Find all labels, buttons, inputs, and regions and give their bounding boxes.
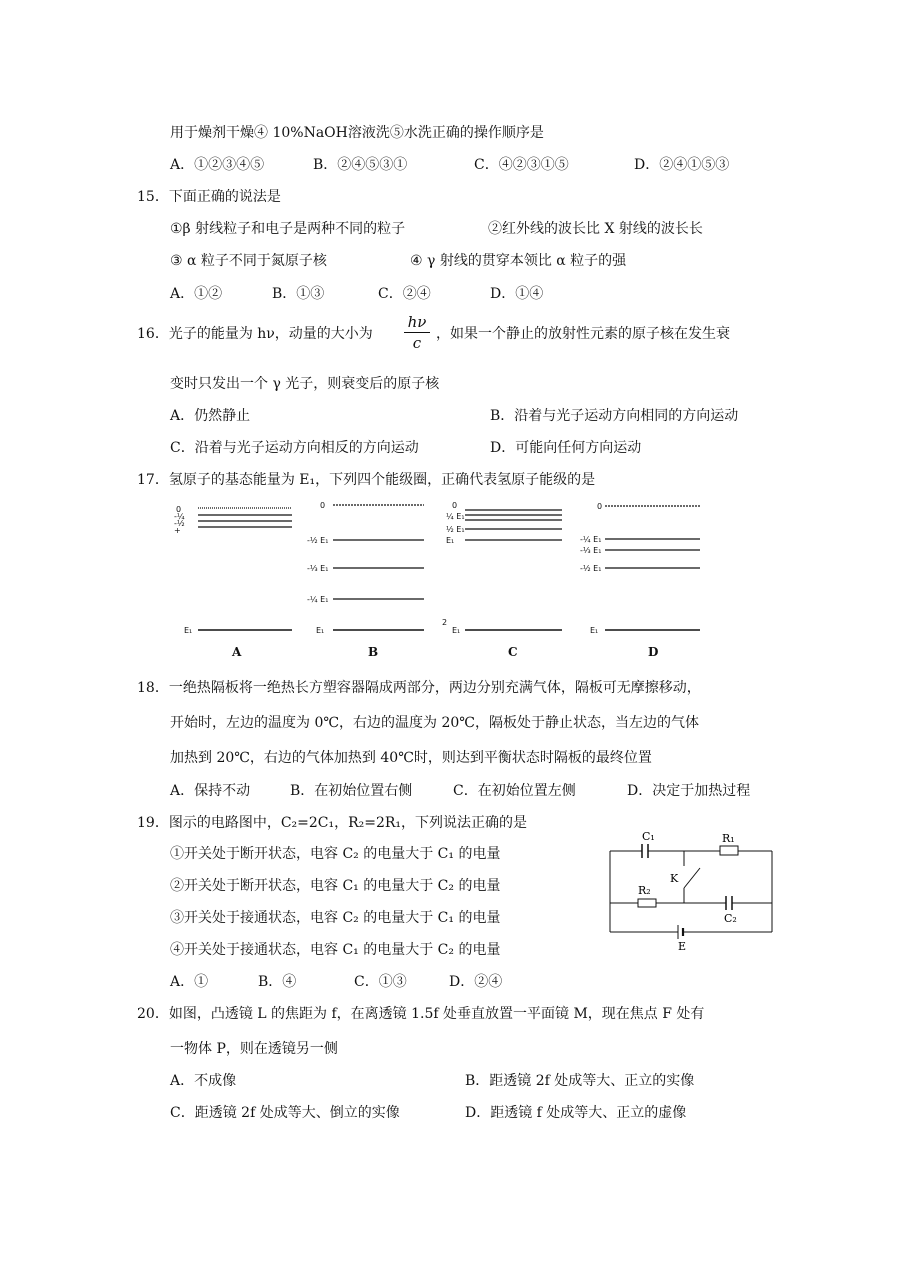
q16-option-b: B．沿着与光子运动方向相同的方向运动: [490, 408, 739, 424]
q19-statement-4: ④开关处于接通状态，电容 C₁ 的电量大于 C₂ 的电量: [170, 942, 501, 958]
diagram-b: [307, 501, 424, 659]
q14-line: 用于燥剂干燥④ 10%NaOH溶液洗⑤水洗正确的操作顺序是: [170, 125, 544, 141]
diagram-d: [580, 502, 700, 659]
fraction-denominator: c: [412, 334, 422, 352]
q16-stem-a: 16．光子的能量为 hν，动量的大小为: [137, 326, 373, 342]
svg-text:-¼ E₁: -¼ E₁: [580, 535, 602, 544]
q20-line-2: 一物体 P，则在透镜另一侧: [170, 1041, 338, 1057]
svg-text:-½ E₁: -½ E₁: [307, 536, 329, 545]
q18-line-2: 开始时，左边的温度为 0℃，右边的温度为 20℃，隔板处于静止状态，当左边的气体: [170, 715, 699, 731]
c1-label: C₁: [642, 830, 655, 843]
q19-statement-1: ①开关处于断开状态，电容 C₂ 的电量大于 C₁ 的电量: [170, 846, 501, 862]
caption-d: D: [648, 645, 659, 659]
svg-text:2: 2: [442, 618, 448, 627]
q15-option-d: D．①④: [490, 286, 544, 302]
q16-stem-c: 变时只发出一个 γ 光子，则衰变后的原子核: [170, 376, 440, 392]
q18-option-d: D．决定于加热过程: [627, 783, 751, 799]
switch-k: [684, 868, 700, 888]
k-label: K: [670, 872, 679, 885]
svg-text:-¼ E₁: -¼ E₁: [307, 595, 329, 604]
q20-option-a: A．不成像: [170, 1073, 237, 1089]
q14-option-b: B．②④⑤③①: [313, 157, 408, 173]
q15-option-b: B．①③: [272, 286, 325, 302]
svg-text:0: 0: [452, 501, 458, 510]
q20-option-d: D．距透镜 f 处成等大、正立的虚像: [465, 1105, 687, 1121]
q16-option-d: D．可能向任何方向运动: [490, 440, 642, 456]
caption-a: A: [232, 645, 242, 659]
r1-resistor: [720, 846, 738, 855]
q16-stem-b: ，如果一个静止的放射性元素的原子核在发生衰: [436, 326, 730, 342]
diagram-c: [442, 501, 562, 659]
svg-text:E₁: E₁: [590, 626, 599, 635]
caption-b: B: [368, 645, 379, 659]
circuit-diagram: [602, 826, 782, 956]
q14-option-a: A．①②③④⑤: [170, 157, 265, 173]
r2-resistor: [638, 899, 656, 907]
q15-option-a: A．①②: [170, 286, 223, 302]
svg-text:0: 0: [320, 501, 326, 510]
q14-option-d: D．②④①⑤③: [634, 157, 730, 173]
q18-line-3: 加热到 20℃，右边的气体加热到 40℃时，则达到平衡状态时隔板的最终位置: [170, 750, 652, 766]
q20-option-c: C．距透镜 2f 处成等大、倒立的实像: [170, 1105, 400, 1121]
q15-statement-4: ④ γ 射线的贯穿本领比 α 粒子的强: [410, 253, 627, 269]
q16-option-a: A．仍然静止: [170, 408, 251, 424]
fraction-numerator: hν: [407, 313, 427, 331]
c2-label: C₂: [724, 912, 737, 925]
svg-text:E₁: E₁: [446, 536, 455, 545]
q15-statement-3: ③ α 粒子不同于氮原子核: [170, 253, 327, 269]
energy-level-diagrams: [0, 495, 909, 675]
svg-text:0: 0: [176, 505, 182, 514]
q20-option-b: B．距透镜 2f 处成等大、正立的实像: [465, 1073, 695, 1089]
q20-line-1: 20．如图，凸透镜 L 的焦距为 f，在离透镜 1.5f 处垂直放置一平面镜 M，现在焦点 F 处有: [137, 1006, 705, 1022]
momentum-fraction: [402, 313, 432, 352]
svg-text:½ E₁: ½ E₁: [446, 525, 465, 534]
r1-label: R₁: [722, 832, 735, 845]
diagram-a: [174, 505, 292, 659]
q16-option-c: C．沿着与光子运动方向相反的方向运动: [170, 440, 419, 456]
q18-option-c: C．在初始位置左侧: [453, 783, 576, 799]
svg-text:¼ E₁: ¼ E₁: [446, 512, 465, 521]
q19-option-c: C．①③: [354, 974, 407, 990]
q18-line-1: 18．一绝热隔板将一绝热长方塑容器隔成两部分，两边分别充满气体，隔板可无摩擦移动，: [137, 680, 701, 696]
svg-text:-½ E₁: -½ E₁: [580, 564, 602, 573]
q19-option-d: D．②④: [449, 974, 503, 990]
q19-statement-3: ③开关处于接通状态，电容 C₂ 的电量大于 C₁ 的电量: [170, 910, 501, 926]
q19-statement-2: ②开关处于断开状态，电容 C₁ 的电量大于 C₂ 的电量: [170, 878, 501, 894]
fraction-bar: [404, 332, 430, 333]
q15-statement-1: ①β 射线粒子和电子是两种不同的粒子: [170, 221, 406, 237]
svg-text:+: +: [174, 526, 181, 535]
q19-option-b: B．④: [258, 974, 297, 990]
svg-text:-½: -½: [174, 519, 185, 528]
svg-text:E₁: E₁: [184, 626, 193, 635]
svg-text:E₁: E₁: [452, 626, 461, 635]
caption-c: C: [508, 645, 518, 659]
svg-text:-⅓ E₁: -⅓ E₁: [580, 546, 602, 555]
q18-option-a: A．保持不动: [170, 783, 251, 799]
q19-stem: 19．图示的电路图中，C₂=2C₁，R₂=2R₁，下列说法正确的是: [137, 815, 528, 831]
q15-option-c: C．②④: [378, 286, 431, 302]
q15-statement-2: ②红外线的波长比 X 射线的波长长: [488, 221, 703, 237]
r2-label: R₂: [638, 884, 651, 897]
svg-text:0: 0: [597, 502, 603, 511]
q14-option-c: C．④②③①⑤: [474, 157, 569, 173]
svg-text:-⅓ E₁: -⅓ E₁: [307, 564, 329, 573]
q19-option-a: A．①: [170, 974, 209, 990]
q18-option-b: B．在初始位置右侧: [290, 783, 413, 799]
svg-text:E₁: E₁: [316, 626, 325, 635]
e-label: E: [678, 940, 687, 953]
q15-stem: 15．下面正确的说法是: [137, 189, 281, 205]
q17-stem: 17．氢原子的基态能量为 E₁，下列四个能级圈，正确代表氢原子能级的是: [137, 472, 596, 488]
svg-text:-¼: -¼: [174, 512, 185, 521]
